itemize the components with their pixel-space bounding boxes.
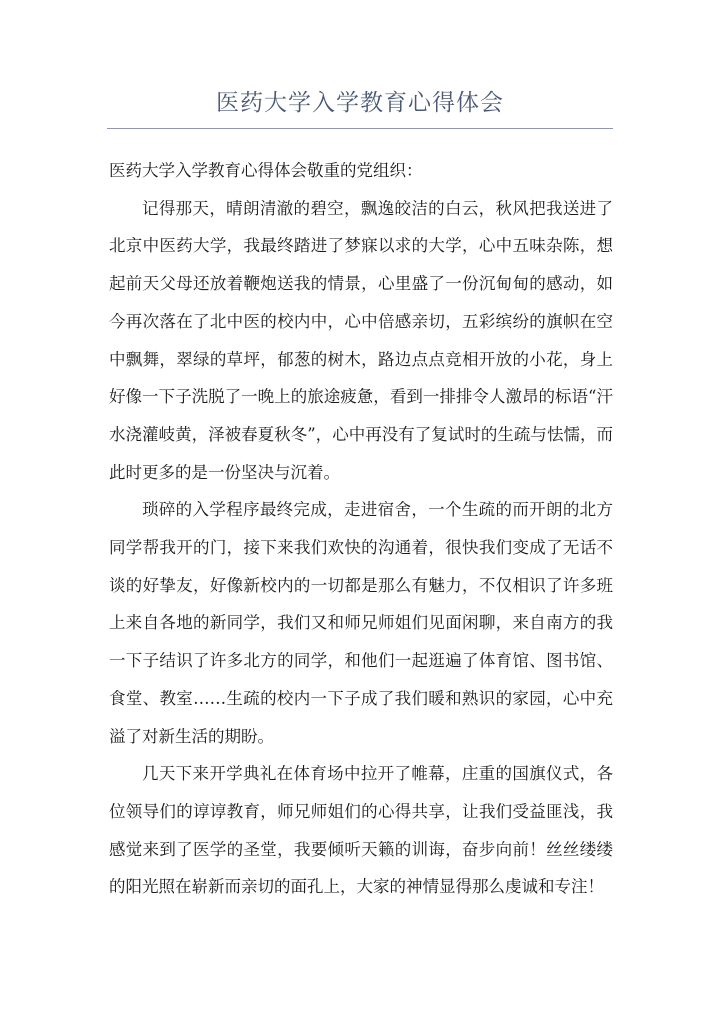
document-title: 医药大学入学教育心得体会 bbox=[216, 90, 504, 116]
document-body bbox=[109, 152, 613, 906]
title-divider bbox=[107, 128, 613, 129]
paragraph-2: 琐碎的入学程序最终完成，走进宿舍，一个生疏的而开朗的北方同学帮我开的门，接下来我们欢快的沟通着，很快我们变成了无话不谈的好挚友，好像新校内的一切都是那么有魅力，不仅相识了许多班上来自各地的新同学，我们又和师兄师姐们见面闲聊，来自南方的我一下子结识了许多北方的同学，和他们一起逛遍了体育馆、图书馆、食堂、教室……生疏的校内一下子成了我们暖和熟识的家园，心中充溢了对新生活的期盼。 bbox=[109, 500, 613, 746]
paragraph-3: 几天下来开学典礼在体育场中拉开了帷幕，庄重的国旗仪式，各位领导们的谆谆教育，师兄师姐们的心得共享，让我们受益匪浅，我感觉来到了医学的圣堂，我要倾听天籁的训诲，奋步向前！丝丝缕缕的阳光照在崭新而亲切的面孔上，大家的神情显得那么虔诚和专注！ bbox=[109, 764, 613, 897]
salutation: 医药大学入学教育心得体会敬重的党组织： bbox=[109, 161, 423, 180]
paragraph-1: 记得那天，晴朗清澈的碧空，飘逸皎洁的白云，秋风把我送进了北京中医药大学，我最终踏进了梦寐以求的大学，心中五味杂陈，想起前天父母还放着鞭炮送我的情景，心里盛了一份沉甸甸的感动，如今再次落在了北中医的校内中，心中倍感亲切，五彩缤纷的旗帜在空中飘舞，翠绿的草坪，郁葱的树木，路边点点竞相开放的小花，身上好像一下子洗脱了一晚上的旅途疲惫，看到一排排令人激昂的标语“汗水浇灌岐黄，泽被春夏秋冬”，心中再没有了复试时的生疏与怯懦，而此时更多的是一份坚决与沉着。 bbox=[109, 198, 613, 482]
